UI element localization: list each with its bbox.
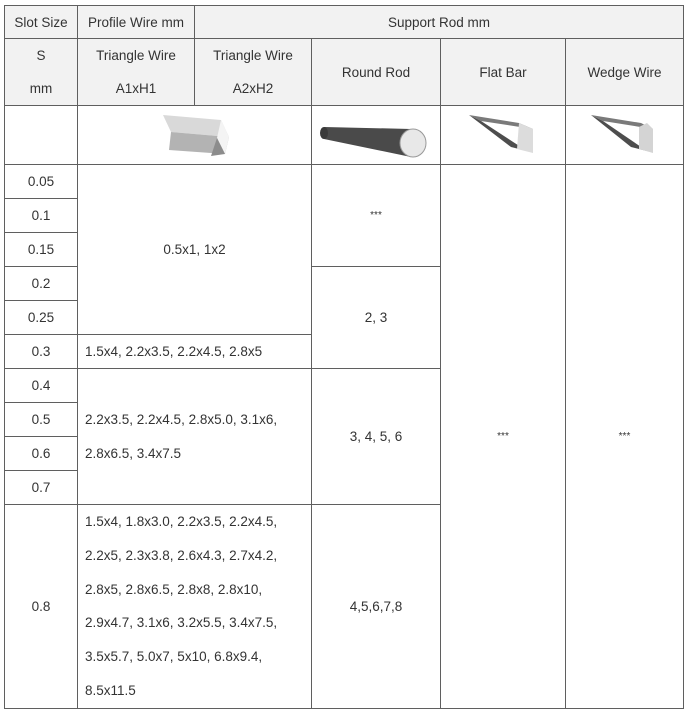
profile-group-3-line: 2.8x6.5, 3.4x7.5 (85, 445, 182, 461)
flat-bar-value: *** (441, 165, 566, 709)
spec-table (4, 5, 684, 709)
slot-cell: 0.7 (5, 471, 78, 505)
profile-group-4 (78, 505, 312, 709)
round-rod-group-3: 3, 4, 5, 6 (312, 369, 441, 505)
slot-cell: 0.4 (5, 369, 78, 403)
slot-image-cell (5, 106, 78, 165)
round-rod-group-4: 4,5,6,7,8 (312, 505, 441, 709)
support-rod-label: Support Rod mm (387, 14, 491, 30)
triangle-wire-1-label: Triangle Wire (96, 48, 176, 63)
flat-bar-header (441, 39, 566, 106)
slot-cell: 0.15 (5, 233, 78, 267)
slot-size-label: Slot Size (14, 14, 68, 30)
round-rod-group-1: *** (312, 165, 441, 267)
slot-mm-label: mm (29, 81, 53, 96)
profile-group-4-line: 2.2x5, 2.3x3.8, 2.6x4.3, 2.7x4.2, (85, 547, 278, 563)
profile-wire-header (78, 6, 195, 39)
round-rod-header (312, 39, 441, 106)
triangle-wire-1-dim: A1xH1 (115, 81, 157, 96)
profile-group-3-line: 2.2x3.5, 2.2x4.5, 2.8x5.0, 3.1x6, (85, 411, 278, 427)
slot-cell: 0.6 (5, 437, 78, 471)
slot-cell: 0.3 (5, 335, 78, 369)
flat-bar-profile-icon (461, 107, 545, 163)
slot-cell: 0.25 (5, 301, 78, 335)
support-rod-header (195, 6, 684, 39)
profile-group-4-line: 2.8x5, 2.8x6.5, 2.8x8, 2.8x10, (85, 581, 263, 597)
profile-group-2: 1.5x4, 2.2x3.5, 2.2x4.5, 2.8x5 (78, 335, 312, 369)
slot-cell: 0.2 (5, 267, 78, 301)
triangle-wire-profile-icon (153, 107, 237, 163)
profile-group-4-line: 2.9x4.7, 3.1x6, 3.2x5.5, 3.4x7.5, (85, 615, 278, 631)
profile-group-4-line: 3.5x5.7, 5.0x7, 5x10, 6.8x9.4, (85, 649, 263, 665)
slot-cell: 0.05 (5, 165, 78, 199)
slot-cell: 0.5 (5, 403, 78, 437)
wedge-wire-value: *** (566, 165, 684, 709)
profile-wire-label: Profile Wire mm (87, 14, 184, 30)
slot-size-header (5, 6, 78, 39)
round-rod-profile-icon (319, 107, 433, 163)
profile-group-4-line: 8.5x11.5 (85, 682, 136, 698)
slot-cell: 0.1 (5, 199, 78, 233)
slot-s-label: S (36, 48, 46, 63)
wedge-wire-profile-icon (583, 107, 667, 163)
wedge-wire-header (566, 39, 684, 106)
flat-bar-label: Flat Bar (479, 64, 527, 80)
wedge-wire-label: Wedge Wire (587, 64, 662, 80)
profile-group-3 (78, 369, 312, 505)
triangle-wire-2-label: Triangle Wire (213, 48, 293, 63)
triangle-wire-1-header (78, 39, 195, 106)
wedge-wire-image-cell (566, 106, 684, 165)
round-rod-image-cell (312, 106, 441, 165)
profile-group-1: 0.5x1, 1x2 (78, 165, 312, 335)
slot-unit-header (5, 39, 78, 106)
round-rod-group-2: 2, 3 (312, 267, 441, 369)
slot-cell: 0.8 (5, 505, 78, 709)
profile-group-4-line: 1.5x4, 1.8x3.0, 2.2x3.5, 2.2x4.5, (85, 514, 278, 529)
round-rod-label: Round Rod (341, 64, 411, 80)
triangle-wire-image-cell (78, 106, 312, 165)
triangle-wire-2-dim: A2xH2 (232, 81, 274, 96)
triangle-wire-2-header (195, 39, 312, 106)
flat-bar-image-cell (441, 106, 566, 165)
